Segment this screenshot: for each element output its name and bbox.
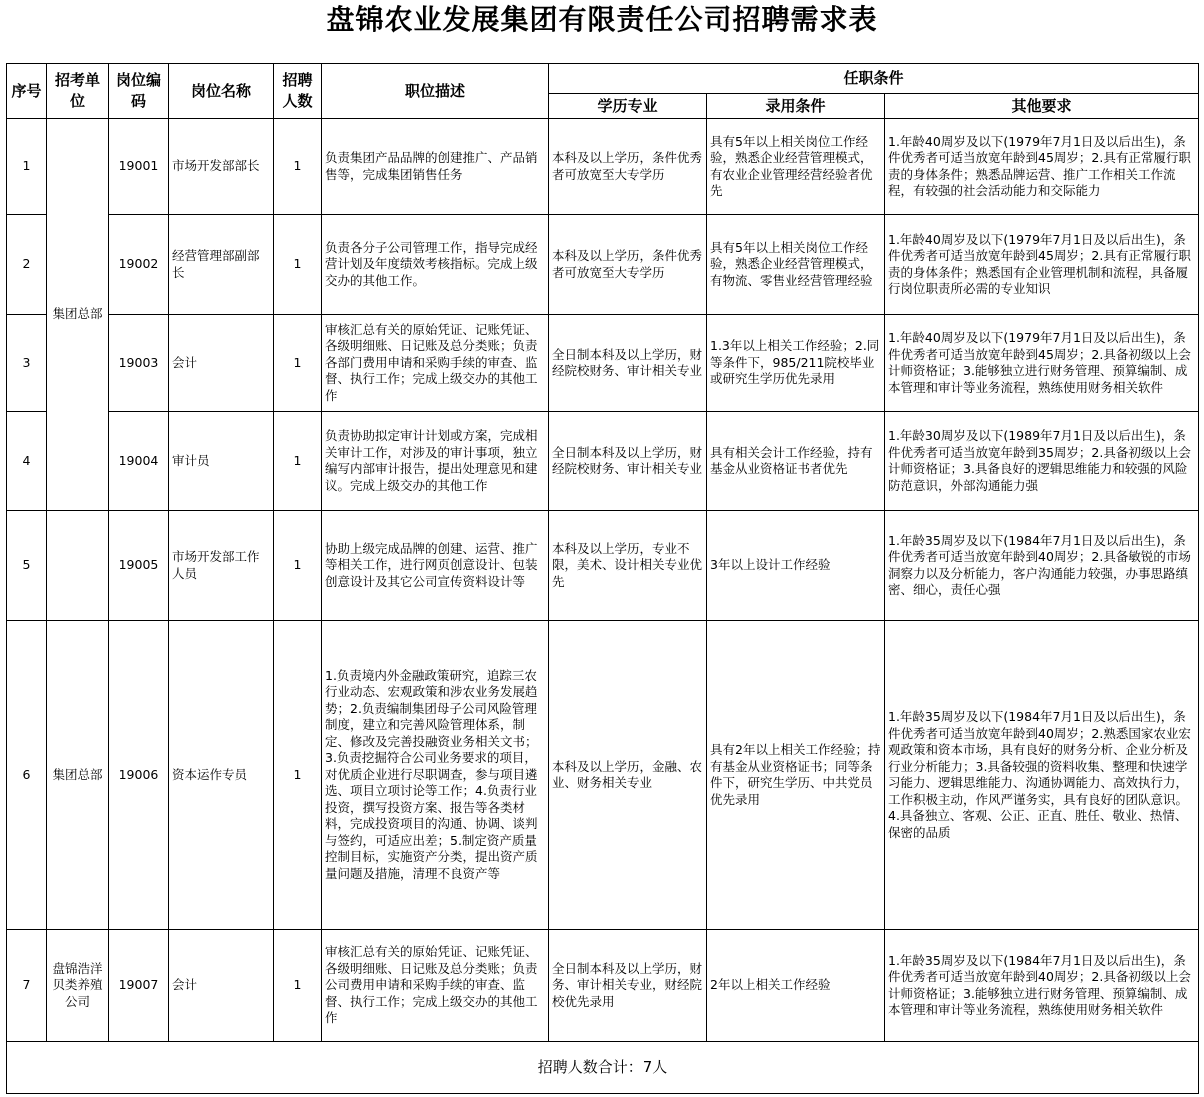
cell-name: 经营管理部副部长 (169, 215, 274, 315)
cell-unit: 盘锦浩洋贝类养殖公司 (47, 930, 109, 1042)
cell-code: 19007 (109, 930, 169, 1042)
cell-seq: 1 (7, 119, 47, 215)
cell-count: 1 (274, 511, 322, 621)
header-desc: 职位描述 (322, 64, 549, 119)
table-row (7, 215, 1199, 315)
header-unit: 招考单位 (47, 64, 109, 119)
cell-other: 1.年龄35周岁及以下(1984年7月1日及以后出生)，条件优秀者可适当放宽年龄到40周岁；2.具备初级以上会计师资格证；3.能够独立进行财务管理、预算编制、成本管理和审计等业务流程，熟练使用财务相关软件 (885, 930, 1199, 1042)
header-conditions: 任职条件 (549, 64, 1199, 94)
cell-edu: 全日制本科及以上学历，财经院校财务、审计相关专业 (549, 315, 707, 412)
cell-hire: 具有5年以上相关岗位工作经验，熟悉企业经营管理模式，有物流、零售业经营管理经验 (707, 215, 885, 315)
cell-hire: 具有相关会计工作经验，持有基金从业资格证书者优先 (707, 412, 885, 511)
page-title: 盘锦农业发展集团有限责任公司招聘需求表 (326, 3, 878, 36)
cell-edu: 全日制本科及以上学历，财务、审计相关专业，财经院校优先录用 (549, 930, 707, 1042)
cell-count: 1 (274, 621, 322, 930)
cell-seq: 5 (7, 511, 47, 621)
cell-edu: 全日制本科及以上学历，财经院校财务、审计相关专业 (549, 412, 707, 511)
header-row (7, 64, 1199, 94)
table-row (7, 412, 1199, 511)
header-seq: 序号 (7, 64, 47, 119)
table-row (7, 315, 1199, 412)
table-row (7, 511, 1199, 621)
cell-desc: 审核汇总有关的原始凭证、记账凭证、各级明细账、日记账及总分类账；负责公司费用申请和采购手续的审查、监督、执行工作；完成上级交办的其他工作 (322, 930, 549, 1042)
cell-code: 19005 (109, 511, 169, 621)
cell-code: 19002 (109, 215, 169, 315)
cell-unit: 集团总部 (47, 119, 109, 511)
header-code: 岗位编码 (109, 64, 169, 119)
cell-code: 19004 (109, 412, 169, 511)
cell-name: 审计员 (169, 412, 274, 511)
cell-seq: 6 (7, 621, 47, 930)
cell-name: 资本运作专员 (169, 621, 274, 930)
cell-other: 1.年龄40周岁及以下(1979年7月1日及以后出生)，条件优秀者可适当放宽年龄到45周岁；2.具备初级以上会计师资格证；3.能够独立进行财务管理、预算编制、成本管理和审计等业务流程，熟练使用财务相关软件 (885, 315, 1199, 412)
cell-hire: 3年以上设计工作经验 (707, 511, 885, 621)
cell-count: 1 (274, 119, 322, 215)
cell-hire: 1.3年以上相关工作经验；2.同等条件下，985/211院校毕业或研究生学历优先录用 (707, 315, 885, 412)
cell-edu: 本科及以上学历，条件优秀者可放宽至大专学历 (549, 215, 707, 315)
cell-hire: 具有5年以上相关岗位工作经验，熟悉企业经营管理模式，有农业企业管理经营经验者优先 (707, 119, 885, 215)
cell-desc: 负责集团产品品牌的创建推广、产品销售等，完成集团销售任务 (322, 119, 549, 215)
cell-code: 19006 (109, 621, 169, 930)
cell-count: 1 (274, 930, 322, 1042)
cell-code: 19003 (109, 315, 169, 412)
header-count: 招聘人数 (274, 64, 322, 119)
cell-count: 1 (274, 315, 322, 412)
cell-other: 1.年龄40周岁及以下(1979年7月1日及以后出生)，条件优秀者可适当放宽年龄到45周岁；2.具有正常履行职责的身体条件；熟悉品牌运营、推广工作相关工作流程，有较强的社会活动能力和交际能力 (885, 119, 1199, 215)
cell-edu: 本科及以上学历，金融、农业、财务相关专业 (549, 621, 707, 930)
header-other: 其他要求 (885, 94, 1199, 119)
cell-other: 1.年龄30周岁及以下(1989年7月1日及以后出生)，条件优秀者可适当放宽年龄到35周岁；2.具备初级以上会计师资格证；3.具备良好的逻辑思维能力和较强的风险防范意识，外部沟通能力强 (885, 412, 1199, 511)
table-row (7, 621, 1199, 930)
cell-count: 1 (274, 215, 322, 315)
cell-seq: 3 (7, 315, 47, 412)
cell-other: 1.年龄35周岁及以下(1984年7月1日及以后出生)，条件优秀者可适当放宽年龄到40周岁；2.具备敏锐的市场洞察力以及分析能力，客户沟通能力较强，办事思路缜密、细心，责任心强 (885, 511, 1199, 621)
cell-desc: 审核汇总有关的原始凭证、记账凭证、各级明细账、日记账及总分类账；负责各部门费用申请和采购手续的审查、监督、执行工作；完成上级交办的其他工作 (322, 315, 549, 412)
cell-desc: 负责各分子公司管理工作，指导完成经营计划及年度绩效考核指标。完成上级交办的其他工作。 (322, 215, 549, 315)
header-name: 岗位名称 (169, 64, 274, 119)
cell-name: 会计 (169, 315, 274, 412)
cell-seq: 7 (7, 930, 47, 1042)
recruitment-table (6, 63, 1199, 1094)
cell-count: 1 (274, 412, 322, 511)
cell-edu: 本科及以上学历，条件优秀者可放宽至大专学历 (549, 119, 707, 215)
cell-other: 1.年龄35周岁及以下(1984年7月1日及以后出生)，条件优秀者可适当放宽年龄到40周岁；2.熟悉国家农业宏观政策和资本市场，具有良好的财务分析、企业分析及行业分析能力；3.具备较强的资料收集、整理和快速学习能力、逻辑思维能力、沟通协调能力、高效执行力，工作积极主动，作风严谨务实，具有良好的团队意识。4.具备独立、客观、公正、正直、胜任、敬业、热情、保密的品质 (885, 621, 1199, 930)
total-count: 招聘人数合计：7人 (7, 1042, 1199, 1094)
cell-name: 会计 (169, 930, 274, 1042)
cell-other: 1.年龄40周岁及以下(1979年7月1日及以后出生)，条件优秀者可适当放宽年龄到45周岁；2.具有正常履行职责的身体条件；熟悉国有企业管理机制和流程，具备履行岗位职责所必需的专业知识 (885, 215, 1199, 315)
cell-hire: 具有2年以上相关工作经验；持有基金从业资格证书；同等条件下，研究生学历、中共党员优先录用 (707, 621, 885, 930)
cell-desc: 1.负责境内外金融政策研究，追踪三农行业动态、宏观政策和涉农业务发展趋势；2.负责编制集团母子公司风险管理制度，建立和完善风险管理体系，制定、修改及完善投融资业务相关文书；3.负责挖掘符合公司业务要求的项目，对优质企业进行尽职调查，参与项目遴选、项目立项讨论等工作；4.负责行业投资，撰写投资方案、报告等各类材料，完成投资项目的沟通、协调、谈判与签约，可适应出差；5.制定资产质量控制目标，实施资产分类，提出资产质量问题及措施，清理不良资产等 (322, 621, 549, 930)
header-hire: 录用条件 (707, 94, 885, 119)
cell-seq: 2 (7, 215, 47, 315)
header-edu: 学历专业 (549, 94, 707, 119)
table-row (7, 930, 1199, 1042)
table-row (7, 119, 1199, 215)
cell-name: 市场开发部工作人员 (169, 511, 274, 621)
cell-seq: 4 (7, 412, 47, 511)
cell-hire: 2年以上相关工作经验 (707, 930, 885, 1042)
total-row (7, 1042, 1199, 1094)
cell-unit-empty (47, 511, 109, 621)
cell-unit: 集团总部 (47, 621, 109, 930)
cell-edu: 本科及以上学历，专业不限，美术、设计相关专业优先 (549, 511, 707, 621)
cell-code: 19001 (109, 119, 169, 215)
cell-name: 市场开发部部长 (169, 119, 274, 215)
cell-desc: 负责协助拟定审计计划或方案，完成相关审计工作，对涉及的审计事项，独立编写内部审计报告，提出处理意见和建议。完成上级交办的其他工作 (322, 412, 549, 511)
cell-desc: 协助上级完成品牌的创建、运营、推广等相关工作，进行网页创意设计、包装创意设计及其它公司宣传资料设计等 (322, 511, 549, 621)
